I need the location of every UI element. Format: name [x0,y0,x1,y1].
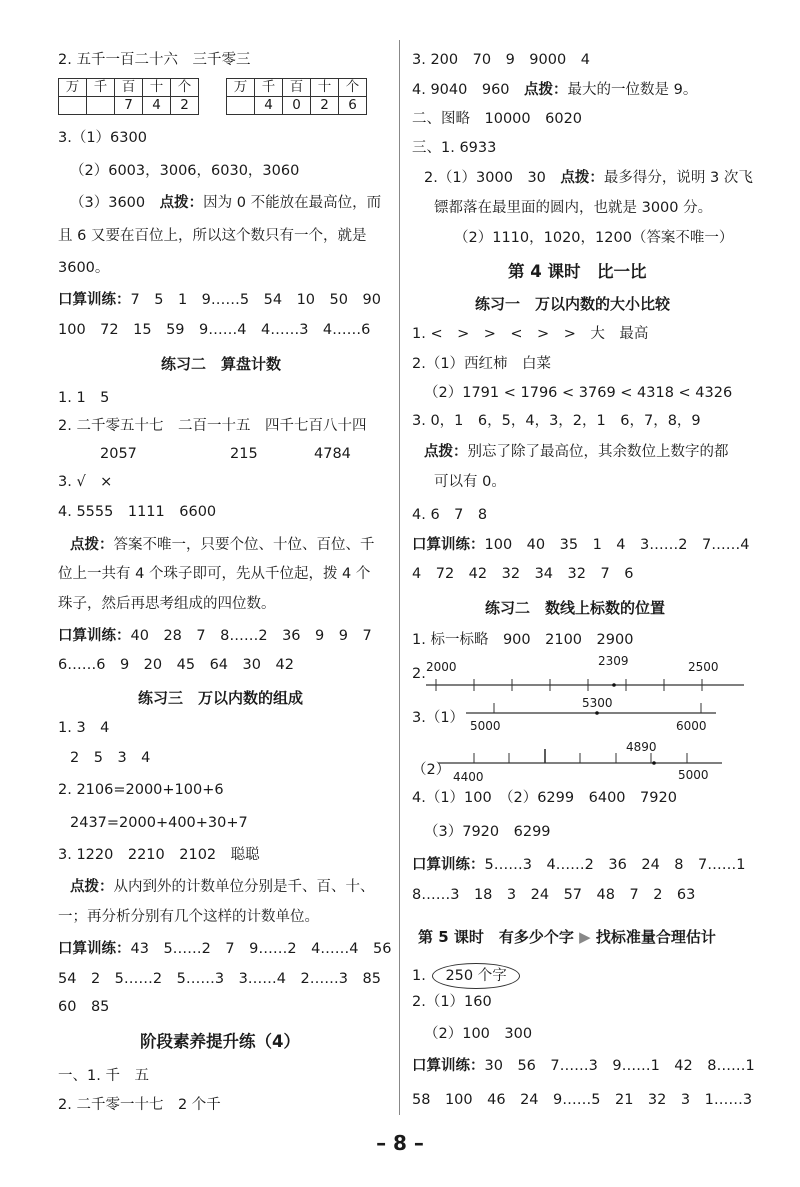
answer-line [424,168,753,188]
oral-training-text: 100 40 35 1 4 3……2 7……4 [484,537,750,553]
hint-text: 最大的一位数是 9。 [567,82,698,98]
table-header: 千 [255,79,283,97]
answer-number: 2057 [100,446,137,462]
table-header: 百 [115,79,143,97]
answer-line: 3.（1）6300 [58,130,147,146]
answer-line: 3. 0，1 6，5，4，3，2，1 6，7，8，9 [412,413,701,429]
table-header: 万 [59,79,87,97]
answer-line: 3600。 [58,260,110,276]
answer-line: 2. 二千零一十七 2 个千 [58,1097,221,1113]
lesson-title: 第 5 课时 有多少个字 [418,928,574,946]
table-cell: 4 [143,97,171,115]
answer-line: 100 72 15 59 9……4 4……3 4……6 [58,322,371,338]
answer-line: 三、1. 6933 [412,140,497,156]
section-heading: 练习二 数线上标数的位置 [485,599,666,617]
hint-label: 点拨： [70,879,114,895]
answer-line: 位上一共有 4 个珠子即可，先从千位起，拨 4 个 [58,566,371,582]
table-header: 十 [311,79,339,97]
answer-line: 3. 200 70 9 9000 4 [412,52,590,68]
number-line-label: 5000 [678,768,709,782]
number-line-label: 6000 [676,719,707,733]
question-number: （2） [412,762,451,778]
oral-training-line [58,939,391,959]
hint-label: 点拨： [424,444,468,460]
lesson-subtitle: 找标准量合理估计 [595,928,716,946]
answer-line: 4 72 42 32 34 32 7 6 [412,566,634,582]
answer-line [70,193,381,213]
table-cell: 6 [339,97,367,115]
answer-line: 1. < > > < > > 大 最高 [412,326,649,342]
number-line-label: 5000 [470,719,501,733]
point-marker [612,683,616,687]
table-header: 千 [87,79,115,97]
oral-training-text: 7 5 1 9……5 54 10 50 90 [130,292,381,308]
hint-text: 因为 0 不能放在最高位，而 [203,195,382,211]
lesson-heading [418,927,716,947]
lesson-heading: 第 4 课时 比一比 [508,262,647,281]
hint-label: 点拨： [524,82,568,98]
question-number: 3.（1） [412,710,465,726]
answer-text: 2.（1）3000 30 [424,170,546,186]
answer-text: （3）3600 [70,195,146,211]
answer-line [412,963,520,989]
answer-line: 二、图略 10000 6020 [412,111,583,127]
place-value-table-2 [226,78,367,115]
oral-training-line [58,290,381,310]
answer-line: 4. 5555 1111 6600 [58,504,217,520]
section-heading: 阶段素养提升练（4） [140,1032,300,1051]
answer-line: 4.（1）100 （2）6299 6400 7920 [412,790,677,806]
answer-line: 2. 二千零五十七 二百一十五 四千七百八十四 [58,418,367,434]
table-cell: 2 [311,97,339,115]
section-heading: 练习三 万以内数的组成 [138,689,304,707]
circled-answer: 250 个字 [432,963,519,989]
answer-line: 2.（1）160 [412,994,492,1010]
table-cell: 7 [115,97,143,115]
answer-line: 珠子，然后再思考组成的四位数。 [58,596,276,612]
hint-line [424,442,729,462]
table-header: 百 [283,79,311,97]
answer-line [412,80,697,100]
oral-training-line [412,855,745,875]
hint-text: 别忘了除了最高位，其余数位上数字的都 [467,444,729,460]
number-line-label: 4400 [453,770,484,784]
number-line-label: 2309 [598,654,629,668]
arrow-icon: ▶ [579,928,591,946]
table-header: 个 [171,79,199,97]
question-number: 2. [412,666,426,682]
column-divider [399,40,400,1115]
answer-line: 4. 6 7 8 [412,507,488,523]
oral-training-label: 口算训练： [412,1058,485,1074]
answer-line: 3. √ × [58,474,113,490]
number-line-2 [466,693,726,733]
answer-line: （2）1110，1020，1200（答案不唯一） [454,230,734,246]
answer-line: 2. 五千一百二十六 三千零三 [58,52,251,68]
table-cell [59,97,87,115]
number-line-label: 2000 [426,660,457,674]
answer-line: 58 100 46 24 9……5 21 32 3 1……3 [412,1092,753,1108]
answer-line: 镖都落在最里面的圆内，也就是 3000 分。 [434,200,713,216]
table-header: 个 [339,79,367,97]
place-value-table-1 [58,78,199,115]
oral-training-line [412,535,749,555]
oral-training-line [412,1056,755,1076]
oral-training-text: 5……3 4……2 36 24 8 7……1 [484,857,746,873]
answer-line: 且 6 又要在百位上，所以这个数只有一个，就是 [58,228,367,244]
oral-training-label: 口算训练： [58,628,131,644]
hint-text: 从内到外的计数单位分别是千、百、十、 [113,879,375,895]
answer-line: 54 2 5……2 5……3 3……4 2……3 85 [58,971,381,987]
answer-line: 2.（1）西红柿 白菜 [412,356,552,372]
answer-line: 8……3 18 3 24 57 48 7 2 63 [412,887,696,903]
point-marker [595,711,599,715]
section-heading: 练习一 万以内数的大小比较 [475,295,671,313]
answer-line: 2 5 3 4 [70,750,151,766]
number-line-1 [426,655,746,695]
table-cell: 0 [283,97,311,115]
oral-training-label: 口算训练： [412,537,485,553]
question-number: 1. [412,968,426,984]
oral-training-label: 口算训练： [412,857,485,873]
hint-label: 点拨： [159,195,204,211]
answer-line: 60 85 [58,999,110,1015]
oral-training-text: 30 56 7……3 9……1 42 8……1 [484,1058,755,1074]
oral-training-line [58,626,372,646]
table-header: 十 [143,79,171,97]
oral-training-text: 40 28 7 8……2 36 9 9 7 [130,628,372,644]
answer-number: 4784 [314,446,351,462]
section-heading: 练习二 算盘计数 [161,355,282,373]
answer-line: 一、1. 千 五 [58,1068,149,1084]
page-number: – 8 – [376,1131,424,1155]
answer-text: 4. 9040 960 [412,82,510,98]
number-line-label: 4890 [626,740,657,754]
answer-number: 215 [230,446,258,462]
answer-line: 2437=2000+400+30+7 [70,815,248,831]
table-cell: 2 [171,97,199,115]
hint-line [70,877,375,897]
point-marker [652,761,656,765]
answer-line: 一；再分析分别有几个这样的计数单位。 [58,909,319,925]
answer-line: 1. 标一标略 900 2100 2900 [412,632,634,648]
hint-label: 点拨： [70,537,114,553]
answer-line: 2. 2106=2000+100+6 [58,782,224,798]
answer-line: 1. 1 5 [58,390,110,406]
number-line-label: 2500 [688,660,719,674]
oral-training-text: 43 5……2 7 9……2 4……4 56 [130,941,392,957]
oral-training-label: 口算训练： [58,292,131,308]
table-cell [87,97,115,115]
answer-line: （2）6003，3006，6030，3060 [70,163,300,179]
answer-line: 3. 1220 2210 2102 聪聪 [58,847,260,863]
answer-line: 6……6 9 20 45 64 30 42 [58,657,294,673]
answer-line: 1. 3 4 [58,720,110,736]
answer-line: （3）7920 6299 [424,824,551,840]
answer-line: （2）1791 < 1796 < 3769 < 4318 < 4326 [424,385,733,401]
hint-text: 答案不唯一，只要个位、十位、百位、千 [113,537,375,553]
table-cell: 4 [255,97,283,115]
number-line-3 [438,737,728,787]
answer-line: （2）100 300 [424,1026,533,1042]
number-line-label: 5300 [582,696,613,710]
answer-line: 可以有 0。 [434,474,506,490]
table-header: 万 [227,79,255,97]
hint-line [70,535,375,555]
table-cell [227,97,255,115]
oral-training-label: 口算训练： [58,941,131,957]
hint-text: 最多得分，说明 3 次飞 [603,170,753,186]
hint-label: 点拨： [560,170,604,186]
